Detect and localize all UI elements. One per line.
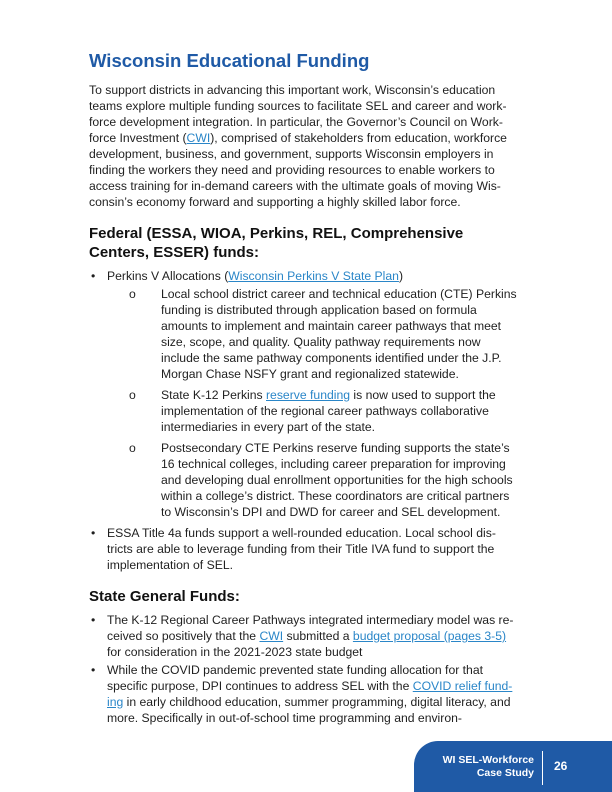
sub-bullet-icon: o	[129, 287, 136, 301]
subitem-text: Local school district career and technical education (CTE) Perkins funding is distributed through application based on formula amounts to implement and maintain career pathways that meet size, scope, and quality. Quality pathway requirements now include the same pathway components identified under the J.P. Morgan Chase NSFY grant and regionalized statewide.	[161, 287, 517, 381]
bullet-icon: •	[91, 269, 96, 283]
cwi-link[interactable]: CWI	[186, 131, 211, 145]
perkins-state-plan-link[interactable]: Wisconsin Perkins V State Plan	[228, 269, 399, 283]
subitem-text: Postsecondary CTE Perkins reserve funding supports the state’s 16 technical colleges, including career preparation for improving and developing dual enrollment opportunities for the high schools within a college’s district. These coordinators are critical partners to Wisconsin’s DPI and DWD for career and SEL development.	[161, 441, 513, 519]
perkins-text: Perkins V Allocations (	[107, 269, 229, 283]
cwi-link-2[interactable]: CWI	[259, 629, 284, 643]
state-item-text: submitted a	[283, 629, 353, 643]
bullet-icon: •	[91, 663, 96, 677]
page-number: 26	[554, 759, 568, 773]
page-title: Wisconsin Educational Funding	[89, 50, 370, 71]
perkins-subitem-postsecondary	[107, 440, 519, 520]
state-list	[89, 612, 519, 726]
sub-bullet-icon: o	[129, 388, 136, 402]
bullet-icon: •	[91, 613, 96, 627]
state-item-covid	[89, 662, 519, 726]
bullet-icon: •	[91, 526, 96, 540]
intro-paragraph	[89, 82, 519, 210]
budget-proposal-link[interactable]: budget proposal (pages 3-5)	[352, 629, 507, 643]
perkins-item	[89, 268, 519, 520]
intro-text-after: ), comprised of stakeholders from education, workforce development, business, and government, supports Wisconsin employers in finding the workers they need and providing resources to enable workers to access training for in-demand careers with the ultimate goals of moving Wis-consin’s economy forward and supporting a highly skilled labor force.	[89, 131, 507, 209]
footer-tab	[414, 741, 612, 792]
federal-list	[89, 268, 519, 573]
essa-item	[89, 525, 519, 573]
state-item-text: While the COVID pandemic prevented state funding allocation for that specific purpose, DPI continues to address SEL with the	[107, 663, 483, 693]
state-item-text: for consideration in the 2021-2023 state budget	[107, 645, 363, 659]
essa-text: ESSA Title 4a funds support a well-rounded education. Local school dis-tricts are able to leverage funding from their Title IVA fund to support the implementation of SEL.	[107, 526, 496, 572]
footer-divider	[542, 751, 543, 785]
federal-heading: Federal (ESSA, WIOA, Perkins, REL, Comprehensive Centers, ESSER) funds:	[89, 225, 464, 261]
covid-relief-funding-link[interactable]: COVID relief fund-ing	[107, 679, 513, 709]
subitem-text: State K-12 Perkins	[161, 388, 266, 402]
footer-title-line1: WI SEL-Workforce	[442, 754, 534, 766]
footer-title	[443, 754, 534, 780]
perkins-text-after: )	[398, 269, 404, 283]
document-page	[89, 50, 519, 728]
perkins-subitem-state	[107, 387, 519, 435]
state-heading: State General Funds:	[89, 588, 240, 605]
sub-bullet-icon: o	[129, 441, 136, 455]
intro-text-before: To support districts in advancing this important work, Wisconsin’s education teams explore multiple funding sources to facilitate SEL and career and work-force development integration. In particular, the Governor’s Council on Work-force Investment (	[89, 83, 507, 145]
perkins-sublist	[107, 286, 519, 520]
footer-title-line2: Case Study	[476, 767, 534, 779]
reserve-funding-link[interactable]: reserve funding	[266, 388, 351, 402]
perkins-subitem-local	[107, 286, 519, 382]
state-item-text: in early childhood education, summer programming, digital literacy, and more. Specifically in out-of-school time programming and environ-	[107, 695, 511, 725]
subitem-text-after: is now used to support the implementation of the regional career pathways collaborative intermediaries in every part of the state.	[161, 388, 496, 434]
state-item-text: The K-12 Regional Career Pathways integrated intermediary model was re-ceived so positively that the	[107, 613, 514, 643]
state-item-pathways	[89, 612, 519, 660]
